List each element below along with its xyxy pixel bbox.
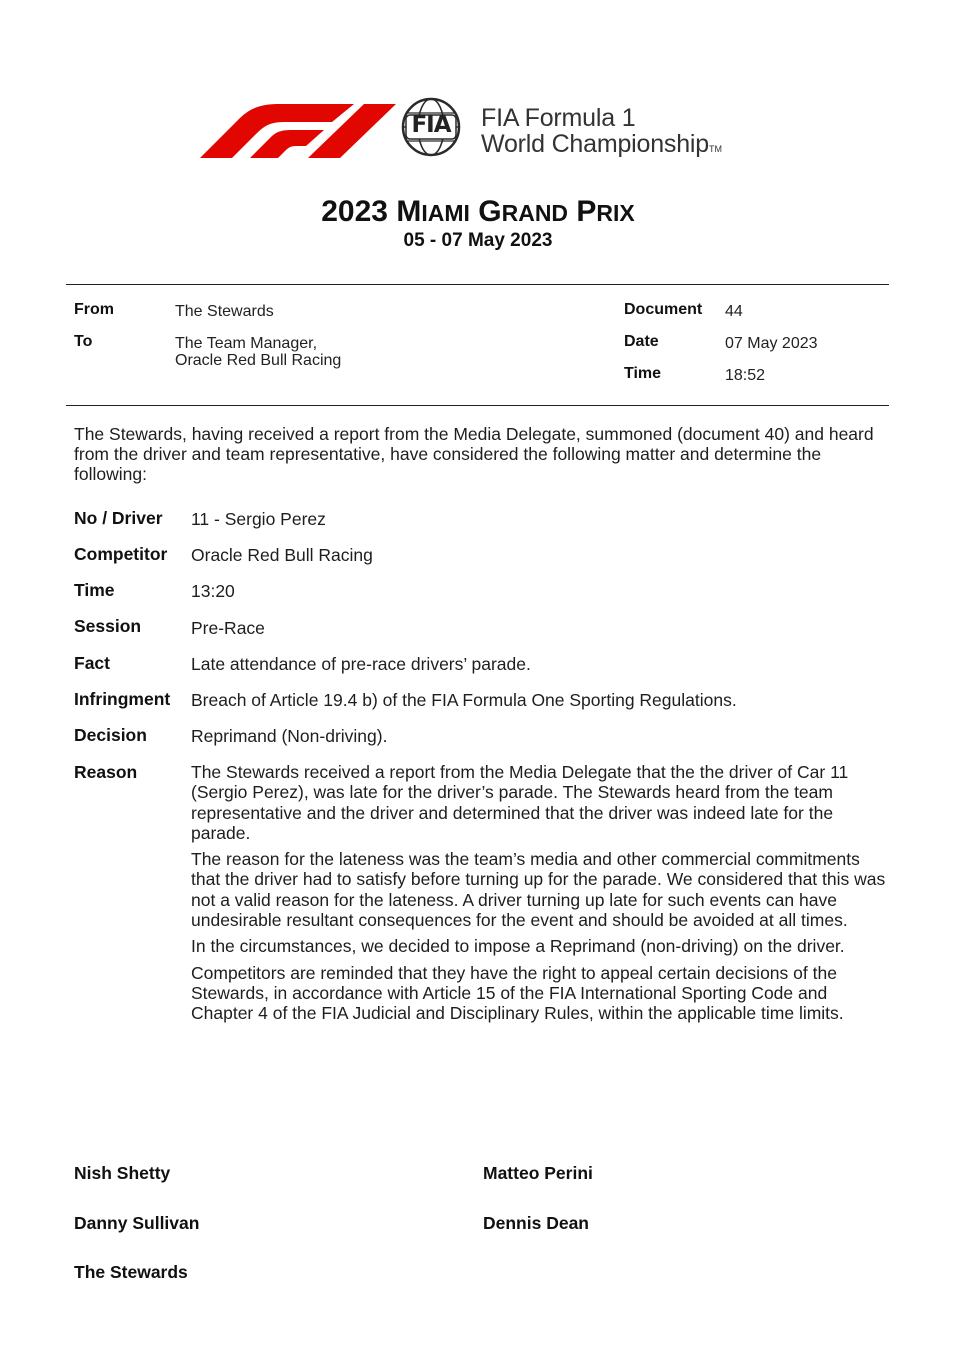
detail-value-time: 13:20: [191, 581, 235, 601]
document-title: [0, 195, 956, 229]
stewards-footer: The Stewards: [74, 1262, 188, 1282]
reason-label: Reason: [74, 762, 138, 782]
trademark: TM: [709, 144, 722, 154]
title-word-grand: [478, 195, 568, 228]
title-g: G: [478, 195, 502, 228]
detail-value-driver: 11 - Sergio Perez: [191, 509, 326, 529]
f1-logo-icon: [198, 102, 398, 160]
fia-letters: FIA: [411, 112, 451, 138]
reason-text: [191, 762, 891, 1030]
date-label: Date: [624, 333, 659, 350]
brand-line-1: FIA Formula 1: [481, 104, 636, 132]
to-value-line-2: Oracle Red Bull Racing: [175, 352, 342, 369]
fia-f1-logo: [198, 96, 778, 162]
detail-label-session: Session: [74, 616, 142, 636]
top-divider: [66, 284, 889, 285]
detail-label-fact: Fact: [74, 653, 110, 673]
steward-name: Nish Shetty: [74, 1163, 171, 1183]
detail-value-infringment: Breach of Article 19.4 b) of the FIA Formula One Sporting Regulations.: [191, 690, 737, 710]
date-value: 07 May 2023: [725, 335, 818, 352]
detail-value-competitor: Oracle Red Bull Racing: [191, 545, 373, 565]
reason-paragraph: The reason for the lateness was the team’s media and other commercial commitments that the driver had to satisfy before turning up for the parade. We considered that this was not a valid reason for the lateness. A driver turning up late for such events can have undesirable resultant consequences for the event and should be avoided at all times.: [191, 849, 886, 931]
title-word-miami: [396, 195, 470, 228]
reason-paragraph: Competitors are reminded that they have the right to appeal certain decisions of the Stewards, in accordance with Article 15 of the FIA International Sporting Code and Chapter 4 of the FIA Judicial and Disciplinary Rules, within the applicable time limits.: [191, 962, 844, 1024]
title-year: 2023: [321, 195, 388, 228]
detail-value-session: Pre-Race: [191, 618, 265, 638]
event-dates: 05 - 07 May 2023: [403, 230, 553, 251]
title-rand: RAND: [501, 200, 569, 226]
title-iami: IAMI: [421, 200, 470, 226]
brand-line-2-text: World Championship: [481, 130, 709, 158]
bottom-divider: [66, 405, 889, 406]
reason-paragraph: In the circumstances, we decided to impose a Reprimand (non-driving) on the driver.: [191, 936, 845, 957]
detail-label-competitor: Competitor: [74, 544, 168, 564]
detail-label-time: Time: [74, 580, 115, 600]
steward-name: Matteo Perini: [483, 1163, 593, 1183]
to-value-line-1: The Team Manager,: [175, 335, 318, 352]
title-word-prix: [568, 195, 635, 228]
brand-line-2: [481, 131, 722, 162]
reason-paragraph: The Stewards received a report from the Media Delegate that the the driver of Car 11 (Sergio Perez), was late for the driver’s parade. The Stewards heard from the team representative and the driver and determined that the driver was indeed late for the parade.: [191, 762, 849, 843]
intro-paragraph: The Stewards, having received a report from the Media Delegate, summoned (document 40) and heard from the driver and team representative, have considered the following matter and determine the following:: [74, 424, 874, 484]
steward-name: Danny Sullivan: [74, 1213, 200, 1233]
title-p: P: [576, 195, 597, 228]
title-rix: RIX: [596, 200, 635, 226]
to-label: To: [74, 333, 93, 350]
document-label: Document: [624, 301, 703, 318]
time-label: Time: [624, 365, 662, 382]
from-label: From: [74, 301, 114, 318]
detail-value-fact: Late attendance of pre-race drivers’ parade.: [191, 654, 531, 674]
detail-label-decision: Decision: [74, 725, 147, 745]
from-value: The Stewards: [175, 303, 274, 320]
detail-label-infringment: Infringment: [74, 689, 171, 709]
title-m: M: [396, 195, 422, 228]
to-value: [175, 335, 341, 369]
brand-text: [481, 105, 722, 162]
document-value: 44: [725, 303, 743, 320]
detail-label-driver: No / Driver: [74, 508, 163, 528]
detail-value-decision: Reprimand (Non-driving).: [191, 726, 388, 746]
time-value: 18:52: [725, 367, 766, 384]
steward-name: Dennis Dean: [483, 1213, 589, 1233]
